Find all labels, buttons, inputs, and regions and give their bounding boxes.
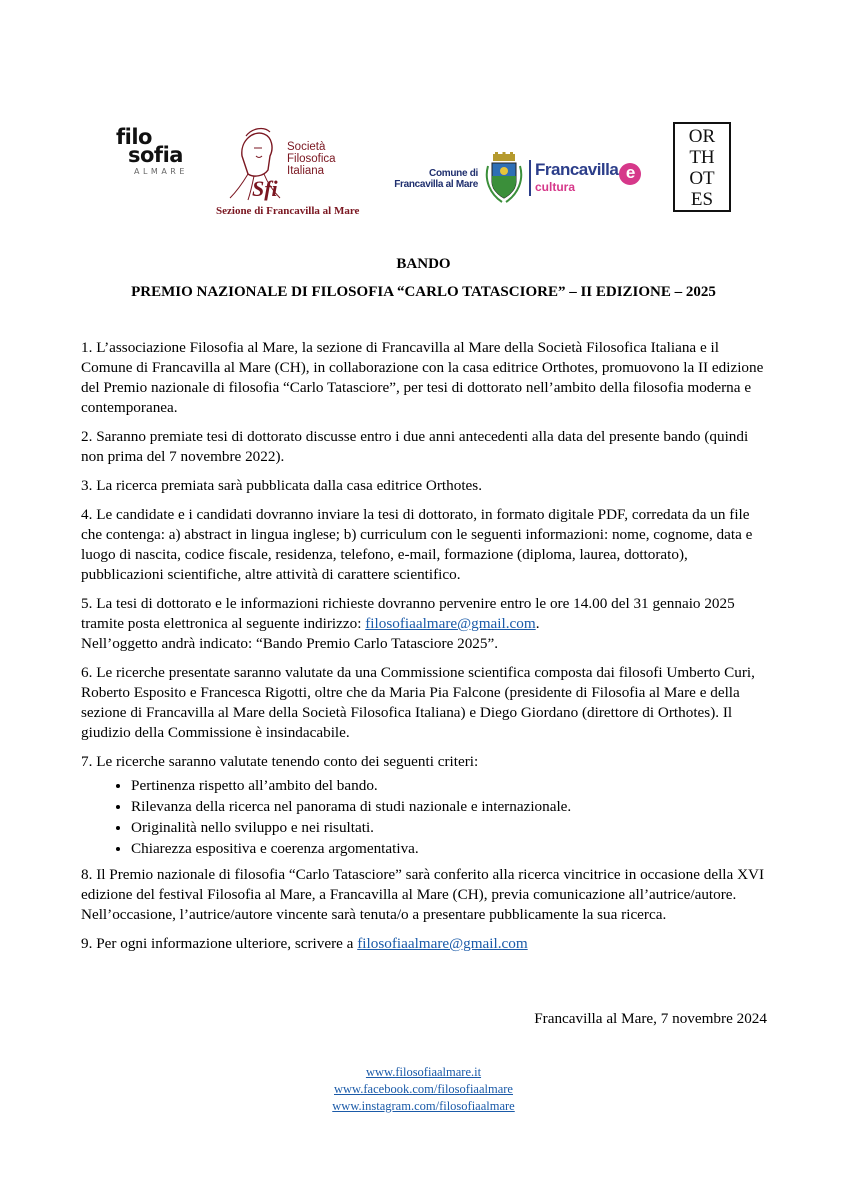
criteria-list: [81, 776, 771, 859]
paragraph-5-text: 5. La tesi di dottorato e le informazioni richieste dovranno pervenire entro le ore 14.00 del 31 gennaio 2025 tramite posta elettronica al seguente indirizzo:: [81, 595, 735, 632]
paragraph-6: 6. Le ricerche presentate saranno valutate da una Commissione scientifica composta dai filosofi Umberto Curi, Roberto Esposito e Francesca Rigotti, oltre che da Maria Pia Falcone (presidente di Filosofia al Mare e della sezione di Francavilla al Mare della Società Filosofica Italiana) e Diego Giordano (direttore di Orthotes). Il giudizio della Commissione è insindacabile.: [81, 664, 755, 741]
list-item: • Originalità nello sviluppo e nei risultati.: [131, 818, 771, 838]
sfi-caption: Sezione di Francavilla al Mare: [216, 205, 360, 217]
sfi-logo: [214, 126, 374, 226]
paragraph-8: 8. Il Premio nazionale di filosofia “Carlo Tatasciore” sarà conferito alla ricerca vincitrice in occasione della XVI edizione del festival Filosofia al Mare, a Francavilla al Mare (CH), previa comunicazione all’autrice/autore. Nell’occasione, l’autrice/autore vincente sarà tenuta/o a presentare pubblicamente la sua ricerca.: [81, 866, 765, 923]
orthotes-line: OT: [689, 168, 715, 189]
orthotes-line: OR: [688, 126, 716, 147]
paragraph-5-subject: Nell’oggetto andrà indicato: “Bando Premio Carlo Tatasciore 2025”.: [81, 635, 499, 652]
paragraph-7: 7. Le ricerche saranno valutate tenendo conto dei seguenti criteri:: [81, 753, 479, 770]
document-subtitle: PREMIO NAZIONALE DI FILOSOFIA “CARLO TATASCIORE” – II EDIZIONE – 2025: [131, 284, 716, 300]
logo-bar: [0, 118, 847, 228]
sfi-name: [287, 141, 336, 177]
comune-francavilla-logo: [380, 148, 650, 208]
francavilla-cultura: cultura: [535, 180, 576, 194]
fam-logo-line2: sofia: [128, 143, 183, 167]
fam-logo-sub: ALMARE: [134, 167, 188, 176]
comune-line2: Francavilla al Mare: [394, 179, 478, 190]
sfi-name-line: Italiana: [287, 165, 325, 177]
orthotes-line: TH: [689, 147, 715, 168]
coat-of-arms-icon: [484, 152, 524, 204]
website-link[interactable]: www.filosofiaalmare.it: [365, 1065, 482, 1079]
orthotes-line: ES: [690, 189, 714, 210]
orthotes-logo: [673, 122, 731, 212]
athena-helmet-icon: [224, 126, 284, 202]
paragraph-9: [81, 934, 771, 954]
instagram-link[interactable]: www.instagram.com/filosofiaalmare: [332, 1099, 515, 1113]
fam-logo-line1: filo: [116, 125, 152, 149]
document-title: BANDO: [396, 256, 451, 272]
sfi-name-line: Filosofica: [287, 153, 336, 165]
sfi-mark: Sfi: [252, 176, 278, 201]
paragraph-3: 3. La ricerca premiata sarà pubblicata dalla casa editrice Orthotes.: [81, 477, 482, 494]
logo-divider: [529, 160, 531, 196]
paragraph-9-text: 9. Per ogni informazione ulteriore, scrivere a: [81, 935, 358, 952]
francavilla-word: Francavilla: [535, 160, 619, 179]
email-link[interactable]: filosofiaalmare@gmail.com: [365, 615, 536, 632]
list-item: • Rilevanza della ricerca nel panorama di studi nazionale e internazionale.: [131, 797, 771, 817]
francavilla-e-badge: e: [619, 163, 641, 185]
comune-name: [382, 168, 478, 190]
list-item: • Pertinenza rispetto all’ambito del bando.: [131, 776, 771, 796]
paragraph-2: 2. Saranno premiate tesi di dottorato discusse entro i due anni antecedenti alla data del presente bando (quindi non prima del 7 novembre 2022).: [81, 428, 749, 465]
paragraph-5-period: .: [535, 615, 540, 632]
list-item: • Chiarezza espositiva e coerenza argomentativa.: [131, 839, 771, 859]
paragraph-5: [81, 594, 771, 654]
email-link[interactable]: filosofiaalmare@gmail.com: [357, 935, 528, 952]
footer-links: [0, 1064, 847, 1115]
paragraph-4: 4. Le candidate e i candidati dovranno inviare la tesi di dottorato, in formato digitale PDF, corredata da un file che contenga: a) abstract in lingua inglese; b) curriculum con le seguenti informazioni: nome, cognome, data e luogo di nascita, codice fiscale, residenza, telefono, e-mail, formazione (diploma, laurea, dottorato), pubblicazioni scientifiche, altre attività di carattere scientifico.: [81, 506, 753, 583]
comune-line1: Comune di: [429, 168, 478, 179]
date-line: Francavilla al Mare, 7 novembre 2024: [534, 1010, 767, 1027]
paragraph-1: 1. L’associazione Filosofia al Mare, la sezione di Francavilla al Mare della Società Filosofica Italiana e il Comune di Francavilla al Mare (CH), in collaborazione con la casa editrice Orthotes, promuovono la II edizione del Premio nazionale di filosofia “Carlo Tatasciore”, per tesi di dottorato nell’ambito della filosofia moderna e contemporanea.: [81, 339, 764, 416]
filosofia-al-mare-logo: [116, 125, 200, 198]
document-body: [81, 338, 771, 963]
sfi-name-line: Società: [287, 141, 326, 153]
facebook-link[interactable]: www.facebook.com/filosofiaalmare: [334, 1082, 513, 1096]
